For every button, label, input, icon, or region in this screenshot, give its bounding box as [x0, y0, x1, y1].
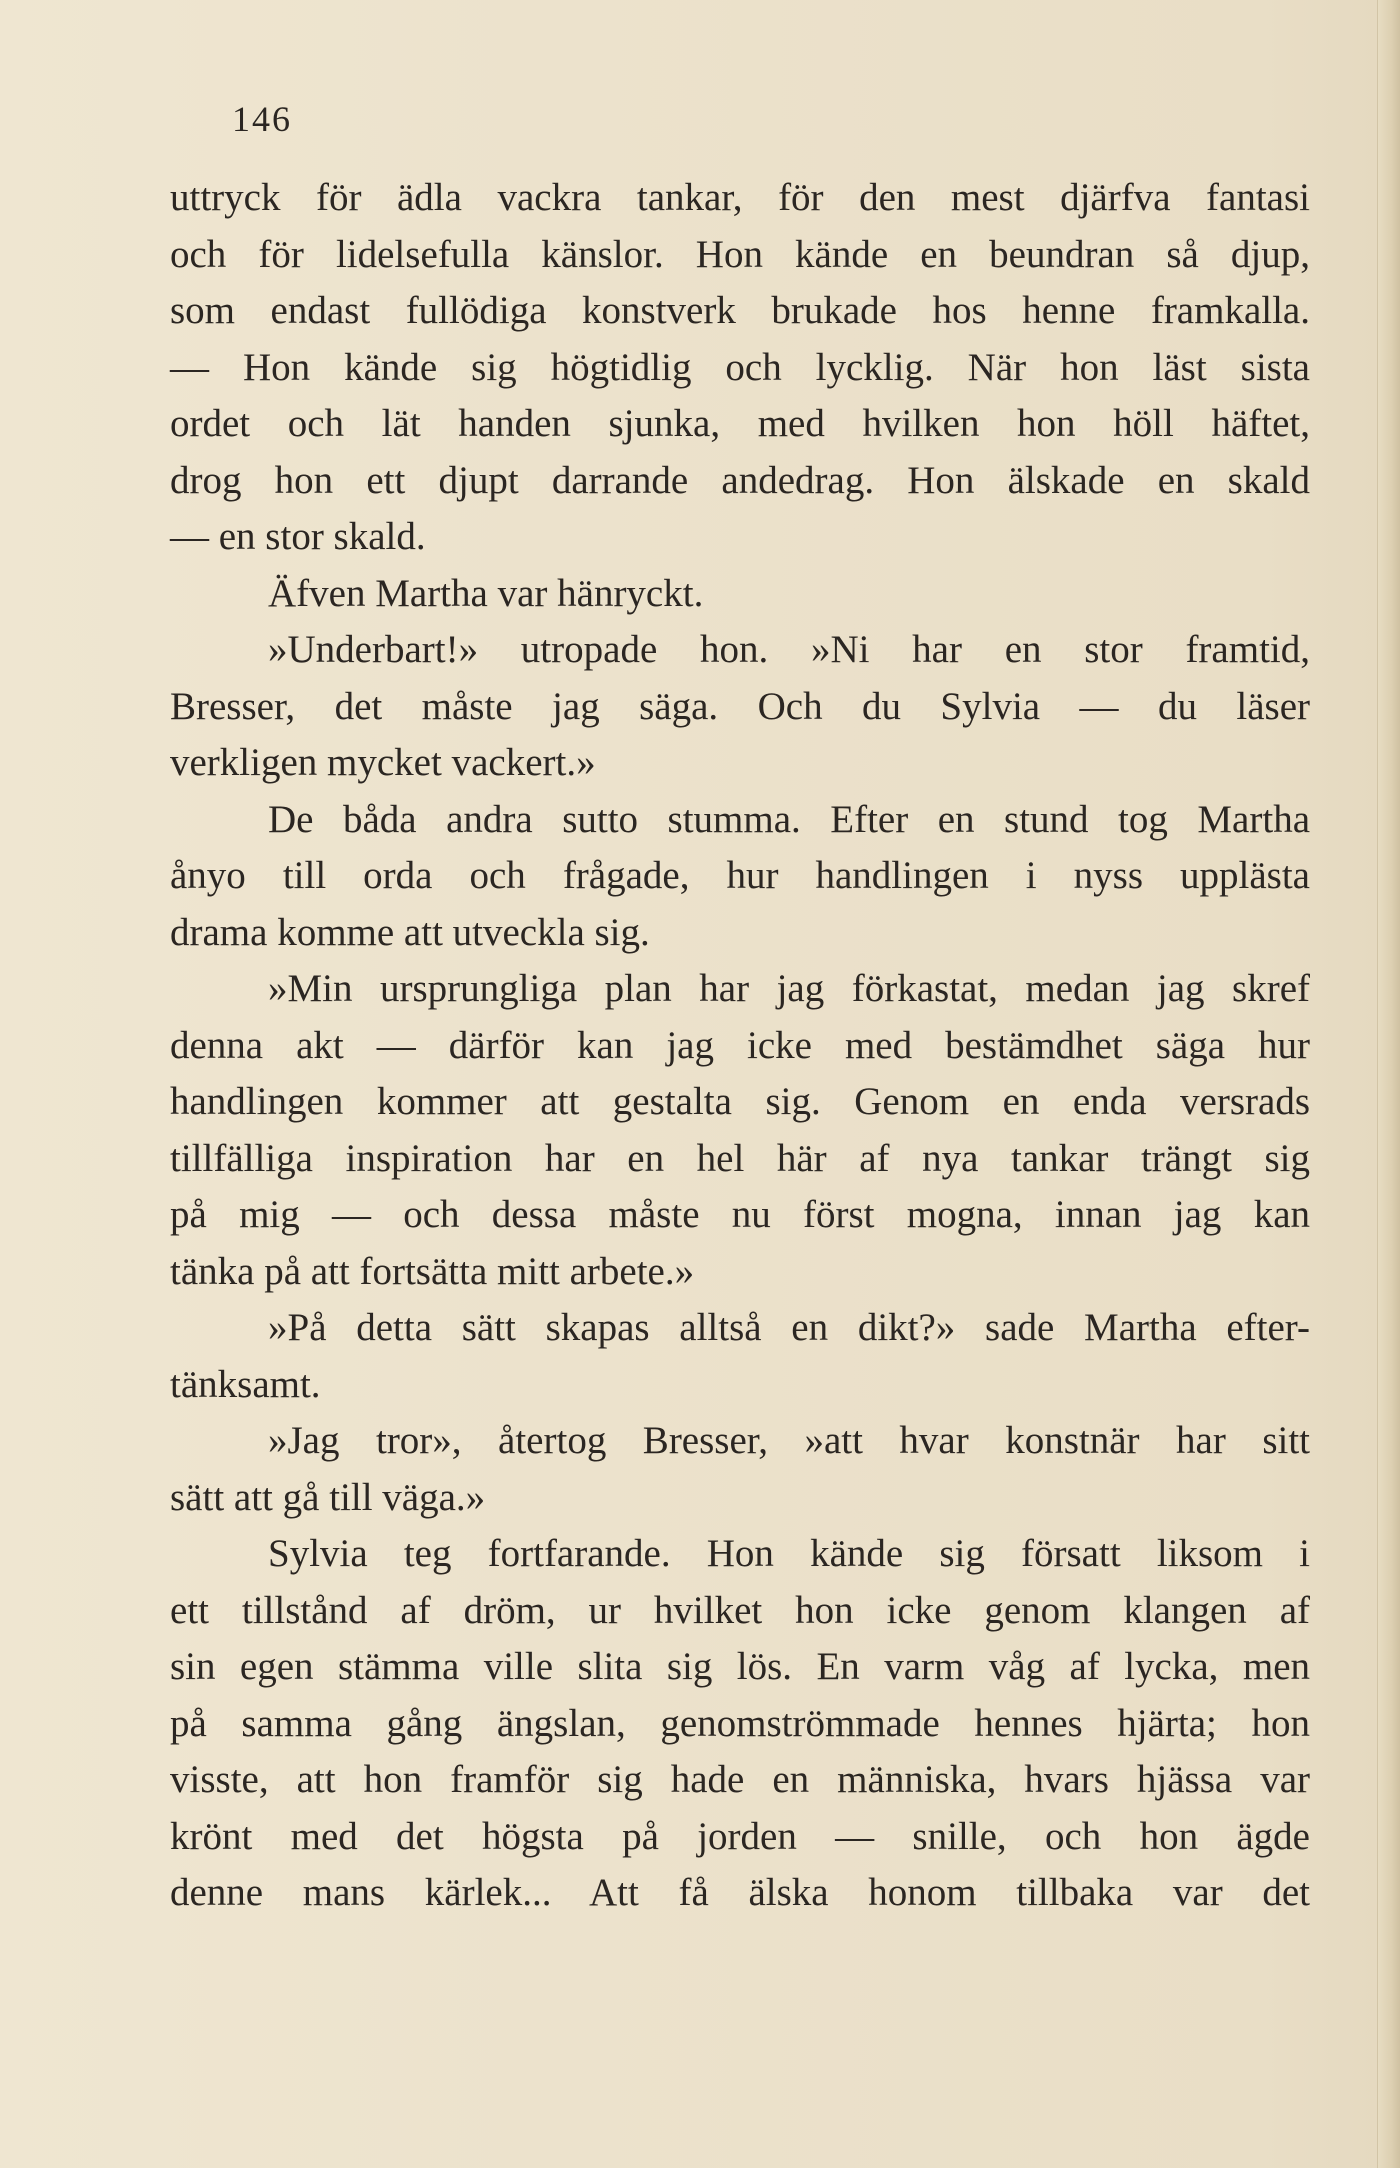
text-line: som endast fullödiga konstverk brukade hos henne framkalla. — [170, 289, 1310, 332]
text-line: Bresser, det måste jag säga. Och du Sylvia — du läser — [170, 684, 1310, 728]
text-line: De båda andra sutto stumma. Efter en stund tog Martha — [268, 797, 1310, 841]
text-line: ett tillstånd af dröm, ur hvilket hon icke genom klangen af — [170, 1588, 1310, 1632]
text-line: handlingen kommer att gestalta sig. Genom en enda versrads — [170, 1080, 1310, 1123]
text-line: »Underbart!» utropade hon. »Ni har en stor framtid, — [268, 628, 1310, 671]
page-edge — [1377, 0, 1400, 2168]
page-number: 146 — [232, 99, 292, 139]
text-line: — en stor skald. — [170, 515, 426, 558]
text-line: — Hon kände sig högtidlig och lycklig. När hon läst sista — [170, 345, 1310, 389]
text-line: denne mans kärlek... Att få älska honom tillbaka var det — [170, 1871, 1310, 1914]
text-line: sätt att gå till väga.» — [170, 1475, 486, 1519]
text-line: krönt med det högsta på jorden — snille, och hon ägde — [170, 1814, 1310, 1858]
body-text — [170, 170, 1310, 1922]
text-line: tänksamt. — [170, 1362, 321, 1406]
text-line: »På detta sätt skapas alltså en dikt?» sade Martha efter- — [268, 1306, 1310, 1349]
text-line: och för lidelsefulla känslor. Hon kände en beundran så djup, — [170, 232, 1310, 276]
text-line: drama komme att utveckla sig. — [170, 910, 650, 954]
text-line: Äfven Martha var hänryckt. — [268, 571, 704, 615]
text-line: ordet och lät handen sjunka, med hvilken hon höll häftet, — [170, 402, 1310, 445]
text-line: »Jag tror», återtog Bresser, »att hvar konstnär har sitt — [268, 1419, 1310, 1462]
text-line: verkligen mycket vackert.» — [170, 741, 596, 784]
text-line: ånyo till orda och frågade, hur handlingen i nyss upplästa — [170, 854, 1310, 897]
text-line: Sylvia teg fortfarande. Hon kände sig försatt liksom i — [268, 1532, 1310, 1575]
text-line: denna akt — därför kan jag icke med bestämdhet säga hur — [170, 1023, 1310, 1067]
text-line: »Min ursprungliga plan har jag förkastat, medan jag skref — [268, 967, 1310, 1010]
text-line: på samma gång ängslan, genomströmmade hennes hjärta; hon — [170, 1701, 1310, 1745]
text-line: uttryck för ädla vackra tankar, för den mest djärfva fantasi — [170, 176, 1310, 219]
text-line: visste, att hon framför sig hade en människa, hvars hjässa var — [170, 1758, 1310, 1801]
text-line: tänka på att fortsätta mitt arbete.» — [170, 1249, 695, 1293]
text-line: på mig — och dessa måste nu först mogna, innan jag kan — [170, 1193, 1310, 1236]
text-line: sin egen stämma ville slita sig lös. En varm våg af lycka, men — [170, 1645, 1310, 1688]
text-line: tillfälliga inspiration har en hel här af nya tankar trängt sig — [170, 1136, 1310, 1180]
text-line: drog hon ett djupt darrande andedrag. Hon älskade en skald — [170, 458, 1310, 502]
